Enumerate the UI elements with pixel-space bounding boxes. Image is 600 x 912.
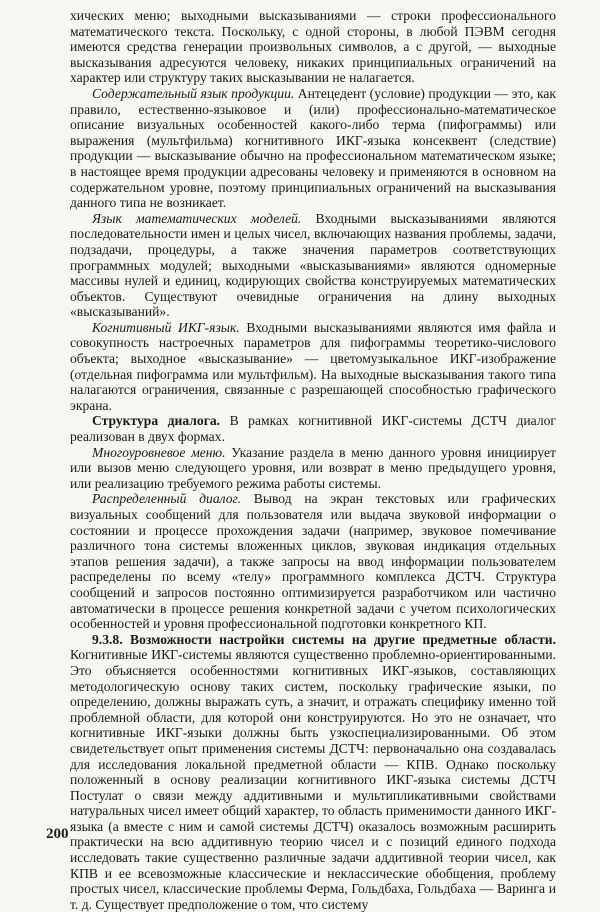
paragraph-lead-italic: Язык математических моделей. xyxy=(92,210,302,226)
paragraph-text: хических меню; выходными высказываниями — строки профессионального математического текста. Поскольку, с одной стороны, в любой ПЭВМ сегодня имеются средства генерации произвольных символов, а с другой, — выходные высказывания адресуются человеку, никаких принципиальных ограничений на характер или структуру таких высказывании не налагается. xyxy=(70,8,556,86)
page-text xyxy=(70,8,556,912)
page-number: 200 xyxy=(46,826,69,842)
paragraph-lead-italic: Когнитивный ИКГ-язык. xyxy=(92,319,240,335)
paragraph-lead-italic: Содержательный язык продукции. xyxy=(92,85,295,101)
paragraph-text: Указание раздела в меню данного уровня инициирует или вызов меню следующего уровня, или возврат в меню предыдущего уровня, или реализацию требуемого режима работы системы. xyxy=(70,444,556,491)
paragraph-text: Входными высказываниями являются имя файла и совокупность настроечных параметров для пифограммы теоретико-числового объекта; выходное «высказывание» — цветомузыкальное ИКГ-изображение (отдельная пифограмма или мультфильм). На выходные высказывания такого типа налагаются ограничения, связанные с разрешающей способностью графического экрана. xyxy=(70,319,556,413)
paragraph-distributed-dialog xyxy=(70,491,556,631)
paragraph-lead-italic: Многоуровневое меню. xyxy=(92,444,226,460)
paragraph-text: В рамках когнитивной ИКГ-системы ДСТЧ диалог реализован в двух формах. xyxy=(70,413,556,445)
paragraph-production-language xyxy=(70,86,556,211)
paragraph-dialog-structure xyxy=(70,413,556,444)
paragraph-text: Вывод на экран текстовых или графических визуальных сообщений для пользователя или выдача звуковой информации о состоянии и процессе прохождения задачи (например, звуковое помечивание различного тона системы вложенных циклов, звуковая индикация отдельных этапов решения задачи), а также запросы на ввод информации пользователем распределены по всему «телу» программного комплекса ДСТЧ. Структура сообщений и запросов постоянно оптимизируется разработчиком или частично автоматически в процессе решения конкретной задачи с учетом психологических особенностей и уровня профессиональной подготовки конкретного КП. xyxy=(70,491,556,632)
paragraph-lead-italic: Распределенный диалог. xyxy=(92,491,242,507)
paragraph-text: Входными высказываниями являются последовательности имен и целых чисел, включающих названия проблемы, задачи, подзадачи, процедуры, а также значения параметров соответствующих программных модулей; выходными «высказываниями» являются одномерные массивы нулей и единиц, кодирующих свойства конструируемых математических объектов. Существуют очевидные ограничения на длину выходных «высказываний». xyxy=(70,210,557,320)
paragraph-lead-bold: Структура диалога. xyxy=(92,413,221,429)
paragraph-math-models-language xyxy=(70,211,556,320)
paragraph-cognitive-language xyxy=(70,320,556,414)
paragraph-text: Антецедент (условие) продукции — это, как правило, естественно-языковое и (или) профессионально-математическое описание визуальных особенностей какого-либо терма (пифограммы) или выражения (мультфильма) когнитивного ИКГ-языка консеквент (следствие) продукции — высказывание обычно на профессиональном математическом языке; в настоящее время продукции адресованы человеку и применяются в основном на содержательном уровне, поэтому принципиальных ограничений на высказывания данного типа не возникает. xyxy=(70,85,557,211)
paragraph-text: Когнитивные ИКГ-системы являются существенно проблемно-ориентированными. Это объясняется особенностями когнитивных ИКГ-языков, составляющих методологическую основу таких систем, поскольку графические языки, по определению, должны выражать суть, а значит, и отражать специфику именно той проблемной области, для которой они конструируются. Но это не означает, что когнитивные ИКГ-языки должны быть узкоспециализированными. Об этом свидетельствует опыт применения системы ДСТЧ: первоначально она создавалась для исследования локальной предметной области — КПВ. Однако поскольку положенный в основу реализации когнитивного ИКГ-языка системы ДСТЧ Постулат о связи между аддитивными и мультипликативными свойствами натуральных чисел имеет общий характер, то область применимости данного ИКГ-языка (а вместе с ним и самой системы ДСТЧ) оказалось возможным расширить практически на всю аддитивную теорию чисел и с позиций единого подхода исследовать такие существенно различные задачи аддитивной теории чисел, как КПВ и ее всевозможные классические и неклассические обобщения, проблему простых чисел, классические проблемы Ферма, Гольдбаха, Гольдбаха — Варинга и т. д. Существует предположение о том, что систему xyxy=(70,647,556,912)
section-heading: 9.3.8. Возможности настройки системы на другие предметные области. xyxy=(92,631,556,647)
paragraph-section-9-3-8 xyxy=(70,632,556,912)
paragraph-multilevel-menu xyxy=(70,445,556,492)
paragraph-continuation xyxy=(70,8,556,86)
